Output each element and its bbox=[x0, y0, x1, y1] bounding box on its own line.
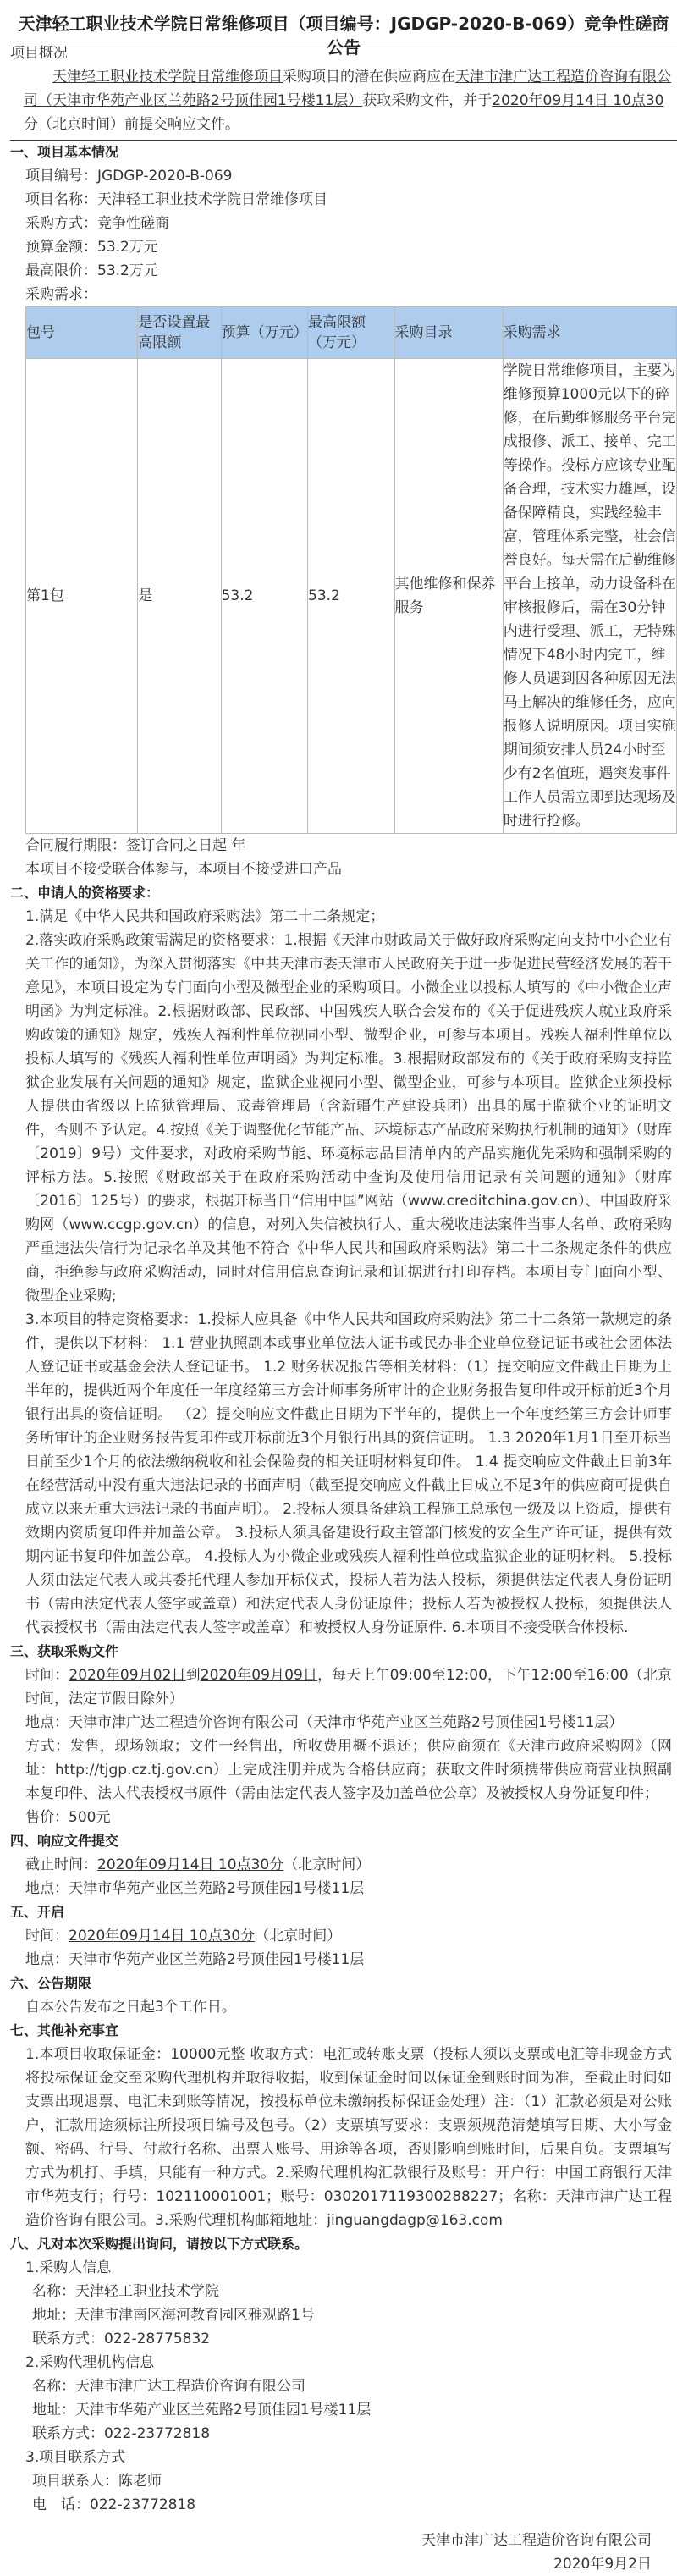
agent-address: 地址：天津市华苑产业区兰苑路2号顶佳园1号楼11层 bbox=[32, 2402, 372, 2419]
basic-info bbox=[0, 164, 677, 306]
col-package: 包号 bbox=[26, 307, 138, 359]
end-date: 2020年09月09日 bbox=[200, 1667, 318, 1684]
agency-address: 天津市津广达工程造价咨询有限公司（天津市华苑产业区兰苑路2号顶佳园1号楼11层） bbox=[24, 69, 671, 109]
obtain-method: 方式：发售，现场领取；文件一经售出，所收费用概不退还；供应商须在《天津市政府采购网》（网址：http://tjgp.cz.tj.gov.cn）上完成注册并成为合格供应商；获取文件时须携带供应商营业执照副本复印件、法人代表授权书原件（需由法定代表人签字及加盖单位公章）及被授权人身份证复印件； bbox=[25, 1738, 672, 1802]
overview-text: 获取采购文件，并于 bbox=[362, 92, 493, 109]
signature-org: 天津市津广达工程造价咨询有限公司 bbox=[421, 2532, 652, 2549]
signature-block bbox=[0, 2529, 677, 2576]
buyer-info-title: 1.采购人信息 bbox=[25, 2259, 112, 2276]
qualification-item: 3.本项目的特定资格要求：1.投标人应具备《中华人民共和国政府采购法》第二十二条第一款规定的条件，提供以下材料： 1.1 营业执照副本或事业单位法人证书或民办非企业单位登记证书或社会团体法人登记证书或基金会法人登记证书。 1.2 财务状况报告等相关材料：（1）提交响应文件截止日期为上半年的，提供近两个年度任一年度经第三方会计师事务所审计的企业财务报告复印件或开标前近3个月银行出具的资信证明。 （2）提交响应文件截止日期为下半年的，提供上一个年度经第三方会计师事务所审计的企业财务报告复印件或开标前近3个月银行出具的资信证明。 1.3 2020年1月1日至开标当日前至少1个月的依法缴纳税收和社会保险费的相关证明材料复印件。 1.4 提交响应文件截止日前3年在经营活动中没有重大违法记录的书面声明（截至提交响应文件截止日成立不足3年的供应商可提供自成立以来无重大违法记录的书面声明）。 2.投标人须具备建筑工程施工总承包一级及以上资质，提供有效期内资质复印件并加盖公章。 3.投标人须具备建设行政主管部门核发的安全生产许可证，提供有效期内证书复印件加盖公章。 4.投标人为小微企业或残疾人福利性单位或监狱企业的证明材料。 5.投标人须由法定代表人或其委托代理人参加开标仪式，投标人若为法人投标，须提供法定代表人身份证明书（需由法定代表人签字或盖章）和法定代表人身份证原件；投标人若为被授权人投标，须提供法人代表授权书（需由法定代表人签字或盖章）和被授权人身份证原件. 6.本项目不接受联合体投标. bbox=[25, 1311, 672, 1636]
table-row bbox=[26, 359, 677, 834]
opening-time bbox=[0, 1924, 677, 1948]
start-date: 2020年09月02日 bbox=[69, 1667, 186, 1684]
agent-info-title: 2.采购代理机构信息 bbox=[25, 2354, 155, 2371]
section-heading-obtain-documents: 三、获取采购文件 bbox=[10, 1643, 119, 1659]
col-catalog: 采购目录 bbox=[394, 307, 503, 359]
contact-person: 项目联系人：陈老师 bbox=[32, 2473, 162, 2490]
label: 时间： bbox=[25, 1667, 69, 1684]
requirements-table bbox=[25, 306, 677, 834]
procurement-method: 采购方式：竞争性磋商 bbox=[25, 215, 169, 232]
col-budget: 预算（万元） bbox=[221, 307, 307, 359]
consortium-note: 本项目不接受联合体参与，本项目不接受进口产品 bbox=[25, 861, 342, 878]
budget-amount: 预算金额：53.2万元 bbox=[25, 239, 158, 256]
submission-deadline bbox=[0, 1853, 677, 1877]
requirements-label: 采购需求： bbox=[25, 286, 97, 303]
cell-max-limit: 53.2 bbox=[308, 359, 394, 834]
cell-package: 第1包 bbox=[26, 359, 138, 834]
opening-place: 地点：天津市华苑产业区兰苑路2号顶佳园1号楼11层 bbox=[25, 1951, 365, 1968]
section-heading-contact: 八、凡对本次采购提出询问，请按以下方式联系。 bbox=[10, 2236, 309, 2252]
supplementary-text: 1.本项目收取保证金：10000元整 收取方式：电汇或转账支票（投标人须以支票或电汇等非现金方式将投标保证金交至采购代理机构并取得收据，收到保证金时间以保证金到账时间为准，至截止时间如支票出现退票、电汇未到账等情况，按投标单位未缴纳投标保证金处理）注：（1）汇款必须是对公账户，汇款用途须标注所投项目编号及包号。（2）支票填写要求：支票须规范清楚填写日期、大小写金额、密码、行号、付款行名称、出票人账号、用途等各项，否则影响到账时间，后果自负。支票填写方式为机打、手填，只能有一种方式。2.采购代理机构汇款银行及账号：开户行：中国工商银行天津市华苑支行；行号：102110001001；账号：0302017119300288227；名称：天津市津广达工程造价咨询有限公司。3.采购代理机构邮箱地址：jinguangdagp@163.com bbox=[25, 2046, 672, 2229]
buyer-name: 名称：天津轻工职业技术学院 bbox=[32, 2283, 219, 2300]
section-heading-submission: 四、响应文件提交 bbox=[10, 1833, 119, 1849]
max-price: 最高限价：53.2万元 bbox=[25, 262, 158, 279]
signature-date: 2020年9月2日 bbox=[553, 2556, 652, 2573]
document-price: 售价：500元 bbox=[25, 1809, 111, 1826]
agent-name: 名称：天津市津广达工程造价咨询有限公司 bbox=[32, 2378, 305, 2395]
cell-has-limit: 是 bbox=[138, 359, 221, 834]
cell-requirement: 学院日常维修项目，主要为维修预算1000元以下的碎修，在后勤维修服务平台完成报修、派工、接单、完工等操作。投标方应该专业配备合理，技术实力雄厚，设备保障精良，实践经验丰富，管理体系完整，社会信誉良好。每天需在后勤维修平台上接单，动力设备科在审核报修后，需在30分钟内进行受理、派工，无特殊情况下48小时内完工，维修人员遇到因各种原因无法马上解决的维修任务，应向报修人说明原因。项目实施期间须安排人员24小时至少有2名值班，遇突发事件工作人员需立即到达现场及时进行抢修。 bbox=[503, 359, 676, 834]
col-max-limit: 最高限额（万元） bbox=[308, 307, 394, 359]
agent-phone: 联系方式：022-23772818 bbox=[32, 2425, 211, 2442]
col-has-limit: 是否设置最高限额 bbox=[138, 307, 221, 359]
contract-term: 合同履行期限：签订合同之日起 年 bbox=[25, 837, 246, 854]
table-header-row bbox=[26, 307, 677, 359]
hours: ，每天上午09:00至12:00，下午12:00至16:00（北京时间，法定节假日除外） bbox=[25, 1667, 673, 1707]
timezone: （北京时间） bbox=[255, 1928, 342, 1944]
opening-date: 2020年09月14日 10点30分 bbox=[69, 1928, 256, 1944]
announcement-title: 天津轻工职业技术学院日常维修项目（项目编号：JGDGP-2020-B-069）竞争性磋商公告 bbox=[10, 0, 677, 41]
project-name-link: 天津轻工职业技术学院日常维修项目 bbox=[52, 69, 283, 85]
label: 截止时间： bbox=[25, 1856, 97, 1873]
overview-text: （北京时间）前提交响应文件。 bbox=[38, 116, 239, 133]
col-requirement: 采购需求 bbox=[503, 307, 676, 359]
overview-label: 项目概况 bbox=[10, 45, 68, 62]
project-name: 项目名称：天津轻工职业技术学院日常维修项目 bbox=[25, 191, 327, 208]
obtain-place: 地点：天津市津广达工程造价咨询有限公司（天津市华苑产业区兰苑路2号顶佳园1号楼11层） bbox=[25, 1714, 624, 1731]
obtain-time bbox=[0, 1663, 677, 1711]
notice-period: 自本公告发布之日起3个工作日。 bbox=[25, 1999, 236, 2016]
section-heading-qualifications: 二、申请人的资格要求： bbox=[10, 885, 160, 901]
label: 到 bbox=[185, 1667, 201, 1684]
cell-budget: 53.2 bbox=[221, 359, 307, 834]
buyer-phone: 联系方式：022-28775832 bbox=[32, 2331, 211, 2347]
section-heading-supplementary: 七、其他补充事宜 bbox=[10, 2022, 119, 2038]
submission-place: 地点：天津市华苑产业区兰苑路2号顶佳园1号楼11层 bbox=[25, 1880, 365, 1897]
basic-info-notes bbox=[0, 834, 677, 881]
deadline-date: 2020年09月14日 10点30分 bbox=[97, 1856, 284, 1873]
section-heading-opening: 五、开启 bbox=[10, 1904, 65, 1920]
deadline-date: 2020年09月14日 10点30分 bbox=[24, 92, 664, 133]
overview-paragraph bbox=[10, 65, 677, 136]
qualification-item: 1.满足《中华人民共和国政府采购法》第二十二条规定； bbox=[25, 908, 385, 925]
qualification-item: 2.落实政府采购政策需满足的资格要求：1.根据《天津市财政局关于做好政府采购定向支持中小企业有关工作的通知》，为深入贯彻落实《中共天津市委天津市人民政府关于进一步促进民营经济发展的若干意见》，本项目设定为专门面向小型及微型企业的采购项目。小微企业以投标人填写的《中小微企业声明函》为判定标准。2.根据财政部、民政部、中国残疾人联合会发布的《关于促进残疾人就业政府采购政策的通知》规定，残疾人福利性单位视同小型、微型企业，可参与本项目。残疾人福利性单位以投标人填写的《残疾人福利性单位声明函》为判定标准。3.根据财政部发布的《关于政府采购支持监狱企业发展有关问题的通知》规定，监狱企业视同小型、微型企业，可参与本项目。监狱企业须投标人提供由省级以上监狱管理局、戒毒管理局（含新疆生产建设兵团）出具的属于监狱企业的证明文件，否则不予认定。4.按照《关于调整优化节能产品、环境标志产品政府采购执行机制的通知》（财库〔2019〕9号）文件要求，对政府采购节能、环境标志品目清单内的产品实施优先采购和强制采购的评标方法。5.按照《财政部关于在政府采购活动中查询及使用信用记录有关问题的通知》（财库〔2016〕125号）的要求，根据开标当日“信用中国”网站（www.creditchina.gov.cn）、中国政府采购网（www.ccgp.gov.cn）的信息，对列入失信被执行人、重大税收违法案件当事人名单、政府采购严重违法失信行为记录名单及其他不符合《中华人民共和国政府采购法》第二十二条规定条件的供应商，拒绝参与政府采购活动，同时对信用信息查询记录和证据进行打印存档。本项目专门面向小型、微型企业采购; bbox=[25, 932, 672, 1305]
label: 时间： bbox=[25, 1928, 69, 1944]
contact-phone: 电 话：022-23772818 bbox=[32, 2496, 196, 2513]
timezone: （北京时间） bbox=[283, 1856, 371, 1873]
cell-catalog: 其他维修和保养服务 bbox=[394, 359, 503, 834]
section-heading-basic-info: 一、项目基本情况 bbox=[10, 144, 119, 160]
project-number: 项目编号：JGDGP-2020-B-069 bbox=[25, 168, 233, 185]
overview-text: 采购项目的潜在供应商应在 bbox=[283, 69, 455, 85]
section-heading-notice-period: 六、公告期限 bbox=[10, 1975, 92, 1991]
contact-title: 3.项目联系方式 bbox=[25, 2449, 126, 2466]
buyer-address: 地址：天津市津南区海河教育园区雅观路1号 bbox=[32, 2307, 315, 2324]
